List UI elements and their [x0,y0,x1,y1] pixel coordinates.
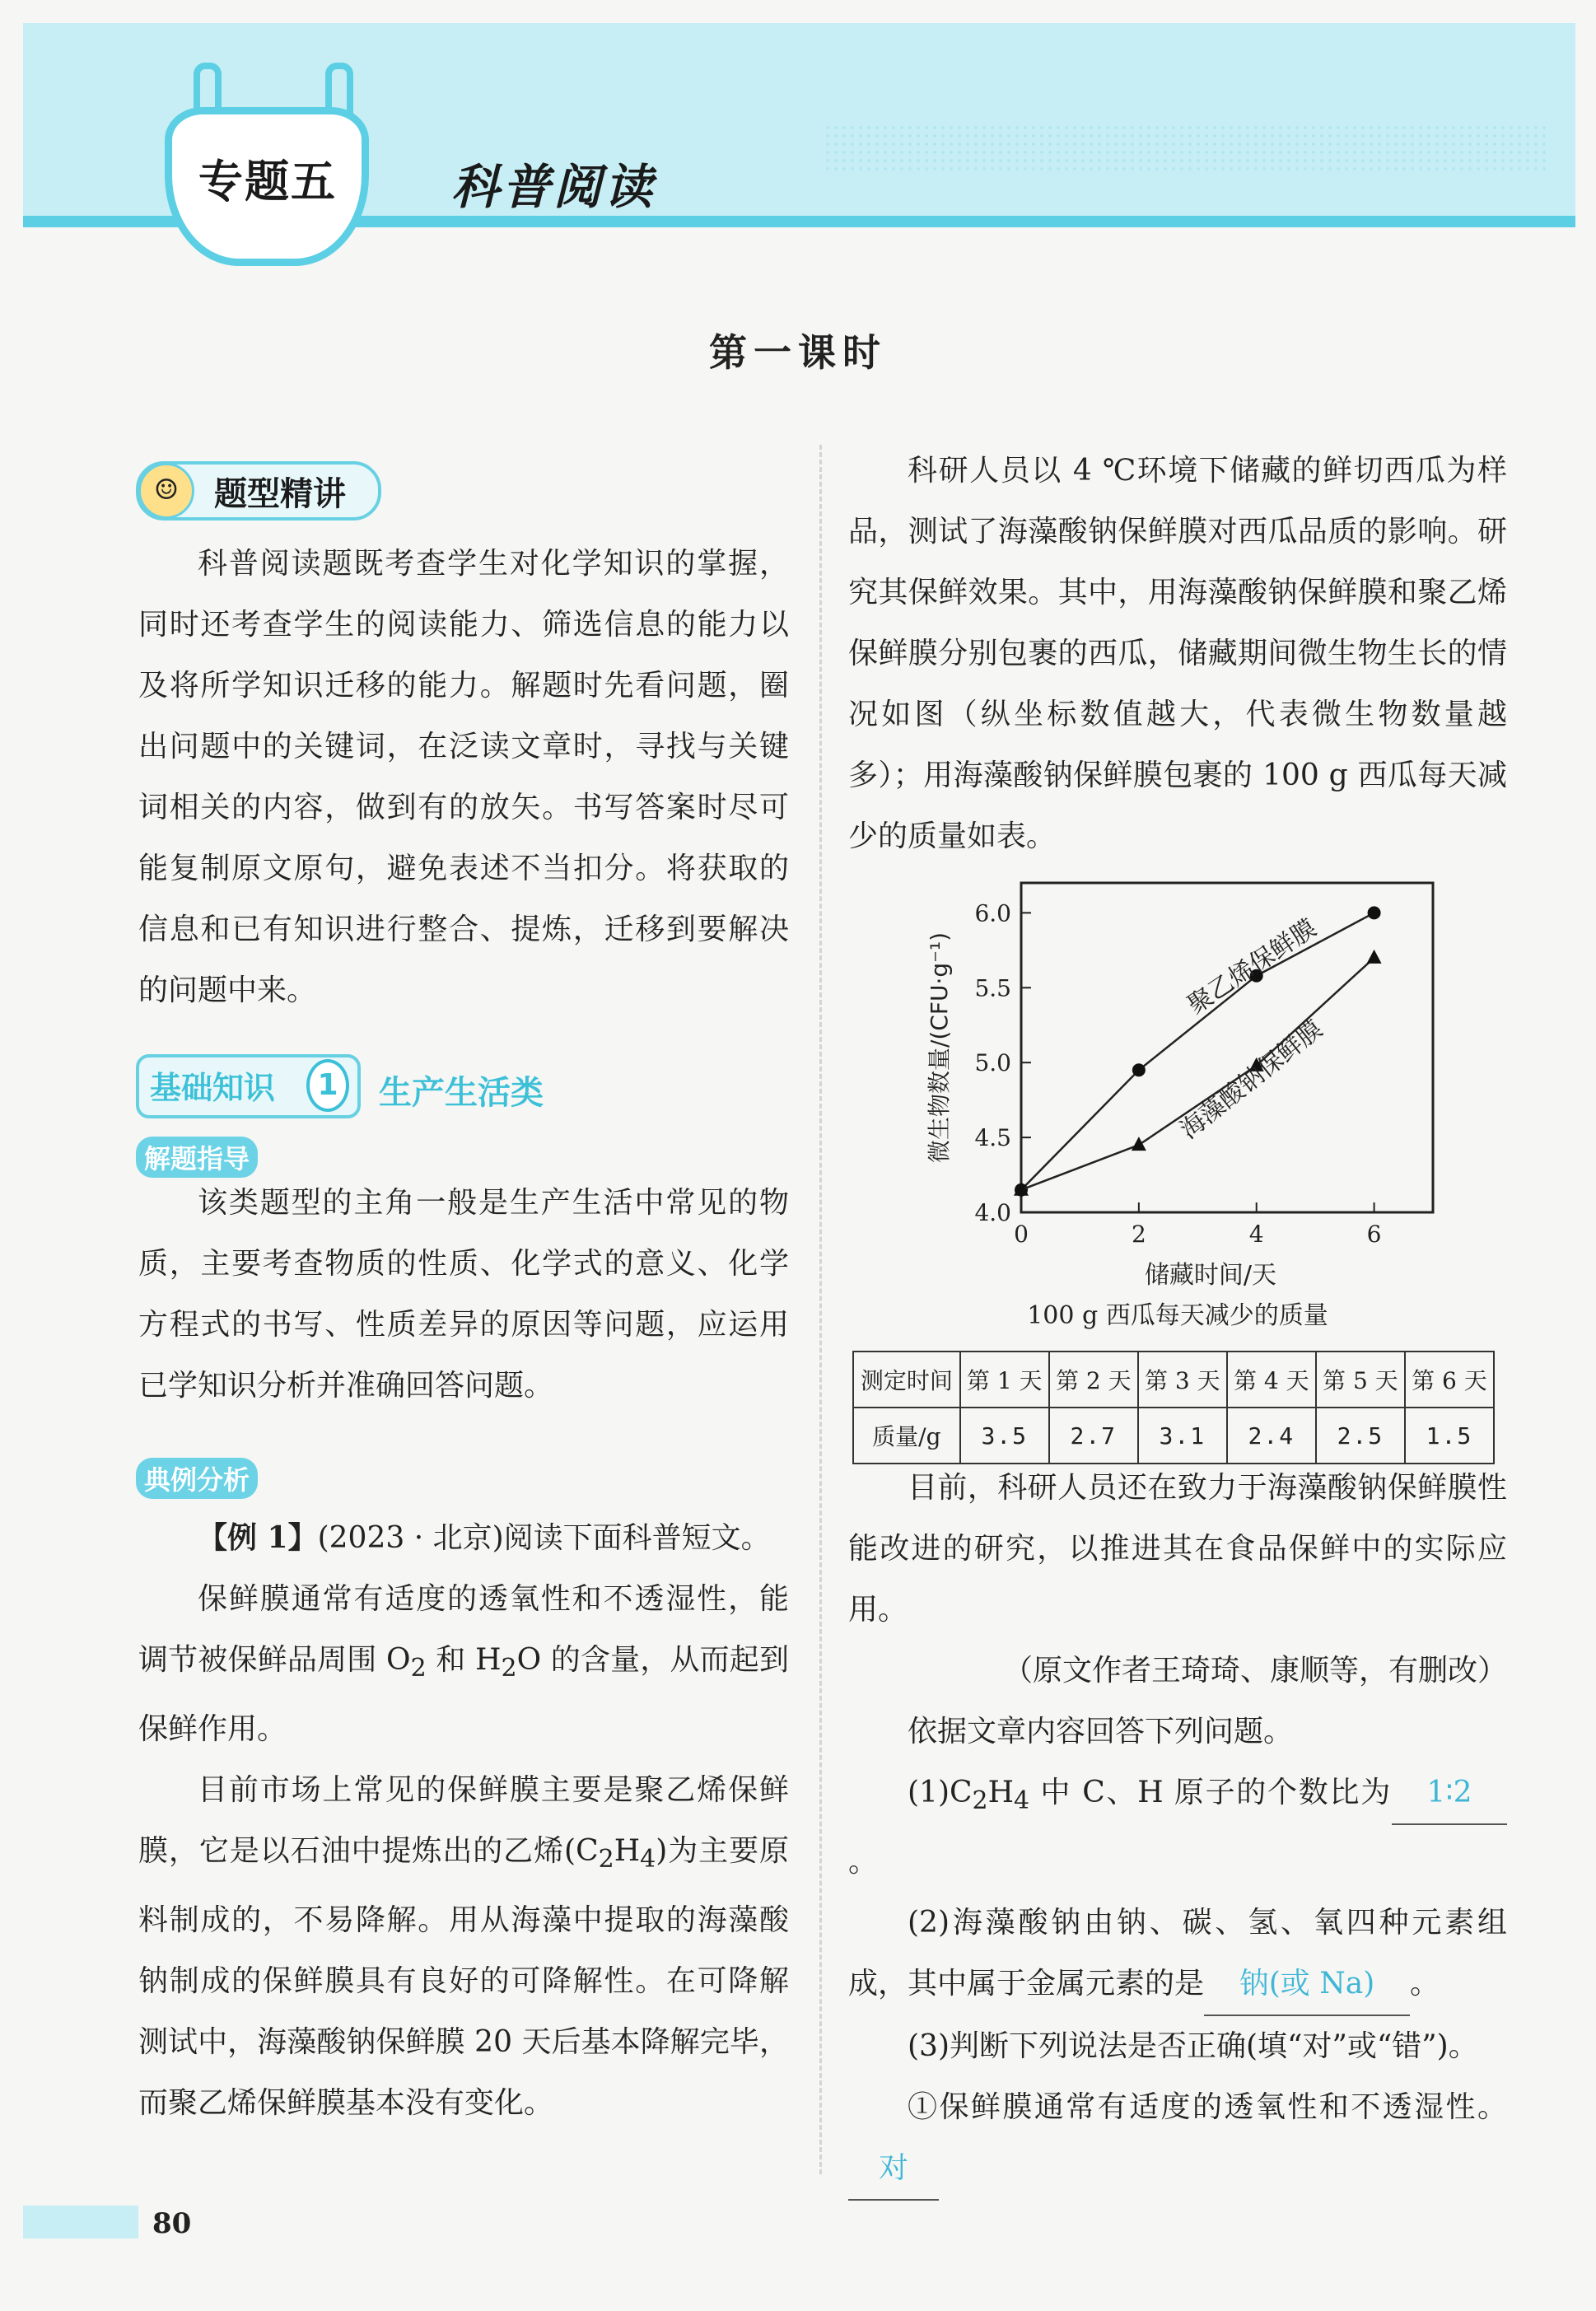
mass-loss-table [852,1351,1495,1464]
guide-block [138,1173,789,1417]
table-header-cell: 第 5 天 [1316,1352,1405,1408]
header-pattern [824,124,1548,173]
table-row [853,1408,1494,1464]
example-paragraph-1 [138,1569,789,1760]
right-column-lower [848,1458,1507,2201]
series-line [1021,913,1374,1189]
text-run: (1)C [908,1776,973,1809]
table-header-cell: 第 3 天 [1138,1352,1227,1408]
table-header-cell: 第 1 天 [960,1352,1049,1408]
table-header-row [853,1352,1494,1408]
y-tick-label: 4.0 [974,1199,1011,1226]
footer-band [23,2206,138,2239]
example-number: 【例 1】 [198,1520,318,1555]
example-block [138,1507,789,2134]
text-run: 。 [848,1845,879,1879]
article-paragraph-3: 科研人员以 4 ℃环境下储藏的鲜切西瓜为样品，测试了海藻酸钠保鲜膜对西瓜品质的影响。研究其保鲜效果。其中，用海藻酸钠保鲜膜和聚乙烯保鲜膜分别包裹的西瓜，储藏期间微生物生长的情况如图（纵坐标数值越大，代表微生物数量越多）；用海藻酸钠保鲜膜包裹的 100 g 西瓜每天减少的质量如表。 [848,454,1507,853]
table-header-cell: 第 6 天 [1405,1352,1494,1408]
table-row-label: 质量/g [853,1408,960,1464]
left-column [138,534,789,1021]
x-axis-label: 储藏时间/天 [1144,1261,1277,1290]
topic-title: 科普阅读 [451,159,656,215]
table-header-cell: 第 4 天 [1227,1352,1316,1408]
question-3-1 [848,2077,1507,2201]
basic-knowledge-number: 1 [306,1059,349,1112]
subscript: 2 [410,1654,427,1683]
answer-field[interactable]: 对 [848,2138,939,2201]
y-tick-label: 5.5 [974,974,1011,1002]
table-cell: 2.7 [1049,1408,1138,1464]
example-source: (2023 · 北京)阅读下面科普短文。 [317,1521,771,1555]
table-header-cell: 测定时间 [853,1352,960,1408]
answer-field[interactable]: 钠(或 Na) [1204,1954,1410,2016]
subscript: 4 [640,1845,656,1874]
table-cell: 3.1 [1138,1408,1227,1464]
page-number: 80 [152,2207,192,2240]
x-tick-label: 2 [1131,1221,1146,1248]
basic-knowledge-label: 基础知识 [150,1070,276,1106]
table-cell: 2.5 [1316,1408,1405,1464]
y-tick-label: 6.0 [974,899,1011,927]
question-3: (3)判断下列说法是否正确(填“对”或“错”)。 [908,2029,1478,2064]
subscript: 2 [598,1845,614,1874]
text-run: O 的含量，从而起到保鲜作用。 [138,1643,789,1747]
x-tick-label: 4 [1248,1221,1264,1248]
text-run: ①保鲜膜通常有适度的透氧性和不透湿性。 [908,2090,1507,2125]
microbe-growth-chart [906,873,1499,1293]
question-instruction: 依据文章内容回答下列问题。 [908,1715,1294,1748]
text-run: 中 C、H 原子的个数比为 [1029,1776,1392,1809]
article-source: （原文作者王琦琦、康顺等，有删改） [1002,1654,1507,1688]
table-header-cell: 第 2 天 [1049,1352,1138,1408]
question-2 [848,1893,1507,2016]
x-tick-label: 0 [1014,1221,1029,1248]
intro-paragraph: 科普阅读题既考查学生对化学知识的掌握，同时还考查学生的阅读能力、筛选信息的能力以及将所学知识迁移的能力。解题时先看问题，圈出问题中的关键词，在泛读文章时，寻找与关键词相关的内容，做到有的放矢。书写答案时尽可能复制原文原句，避免表述不当扣分。将获取的信息和已有知识进行整合、提炼，迁移到要解决的问题中来。 [138,547,789,1007]
column-divider [819,445,822,2174]
category-title: 生产生活类 [379,1074,544,1112]
guide-paragraph: 该类题型的主角一般是生产生活中常见的物质，主要考查物质的性质、化学式的意义、化学方程式的书写、性质差异的原因等问题，应运用已学知识分析并准确回答问题。 [138,1186,789,1403]
table-caption: 100 g 西瓜每天减少的质量 [1027,1301,1328,1330]
data-point-circle [1368,906,1381,919]
subscript: 2 [501,1654,517,1683]
article-paragraph-4: 目前，科研人员还在致力于海藻酸钠保鲜膜性能改进的研究，以推进其在食品保鲜中的实际应用。 [848,1471,1507,1627]
text-run: H [987,1776,1015,1809]
series-label: 海藻酸钠保鲜膜 [1174,1015,1328,1146]
text-run: 保鲜膜通常有适度的透氧性和不透湿性，能调节被保鲜品周围 O [138,1582,789,1677]
table-cell: 2.4 [1227,1408,1316,1464]
text-run: (2)海藻酸钠由钠、碳、氢、氧四种元素组成，其中属于金属元素的是 [848,1906,1507,2001]
right-column [848,441,1507,867]
data-point-triangle [1132,1137,1146,1151]
table-cell: 3.5 [960,1408,1049,1464]
example-paragraph-2 [138,1760,789,2134]
subscript: 2 [972,1786,988,1816]
lesson-title: 第一课时 [709,330,887,375]
y-axis-label: 微生物数量/(CFU·g⁻¹) [926,931,953,1164]
text-run: 和 H [426,1643,502,1677]
question-1 [848,1762,1507,1893]
data-point-triangle [1367,950,1382,964]
example-tag: 典例分析 [136,1458,258,1499]
x-tick-label: 6 [1366,1221,1382,1248]
plot-frame [1021,883,1433,1212]
series-label: 聚乙烯保鲜膜 [1182,913,1322,1020]
answer-field[interactable]: 1∶2 [1392,1762,1507,1825]
table-cell: 1.5 [1405,1408,1494,1464]
topic-label: 专题五 [198,156,337,208]
reading-person-icon: ☺ [138,463,194,519]
y-tick-label: 4.5 [974,1124,1011,1152]
data-point-circle [1132,1063,1146,1076]
subscript: 4 [1014,1786,1030,1816]
text-run: 目前市场上常见的保鲜膜主要是聚乙烯保鲜膜，它是以石油中提炼出的乙烯(C [138,1773,789,1869]
section-label: 题型精讲 [214,475,346,513]
text-run: 。 [1410,1967,1440,2001]
text-run: )为主要原料制成的，不易降解。用从海藻中提取的海藻酸钠制成的保鲜膜具有良好的可降解性。在可降解测试中，海藻酸钠保鲜膜 20 天后基本降解完毕，而聚乙烯保鲜膜基本没有变化。 [138,1834,790,2121]
text-run: H [614,1834,641,1869]
example-heading [138,1507,789,1569]
y-tick-label: 5.0 [974,1049,1011,1077]
guide-tag: 解题指导 [136,1137,258,1178]
